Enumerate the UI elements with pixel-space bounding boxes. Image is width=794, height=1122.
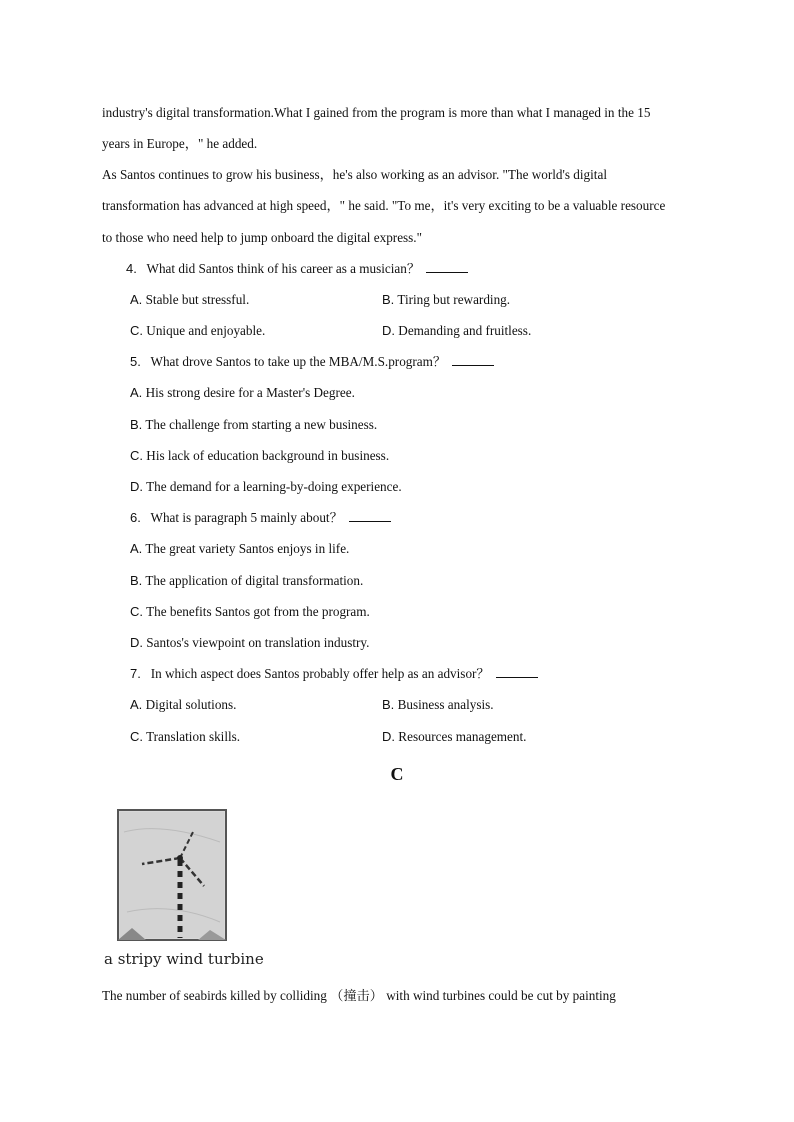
question-text: What drove Santos to take up the MBA/M.S.program？ <box>150 354 447 369</box>
option-letter: A. <box>130 697 143 712</box>
option-4d[interactable] <box>382 323 531 339</box>
option-5b[interactable] <box>130 417 377 433</box>
option-text: The challenge from starting a new business. <box>145 417 378 432</box>
passage-line: transformation has advanced at high speed，" he said. "To me，it's very exciting to be a valuable resource <box>102 198 666 213</box>
option-text: Demanding and fruitless. <box>398 323 532 338</box>
question-text: In which aspect does Santos probably offer help as an advisor？ <box>150 666 490 681</box>
option-letter: D. <box>382 729 395 744</box>
question-4 <box>126 261 468 277</box>
answer-blank[interactable] <box>496 666 538 678</box>
option-letter: C. <box>130 323 143 338</box>
question-number: 5. <box>130 354 141 369</box>
section-heading: C <box>390 764 404 784</box>
option-text: The application of digital transformation. <box>145 573 364 588</box>
option-6b[interactable] <box>130 573 363 589</box>
passage-line: to those who need help to jump onboard the digital express." <box>102 230 422 245</box>
option-letter: C. <box>130 604 143 619</box>
option-text: Resources management. <box>398 729 527 744</box>
option-text: The demand for a learning-by-doing experience. <box>146 479 402 494</box>
option-text: Business analysis. <box>397 697 494 712</box>
question-number: 4. <box>126 261 137 276</box>
question-number: 6. <box>130 510 141 525</box>
option-text: Santos's viewpoint on translation industry. <box>146 635 370 650</box>
option-7b[interactable] <box>382 697 494 713</box>
option-text: Digital solutions. <box>145 697 237 712</box>
question-text: What is paragraph 5 mainly about？ <box>150 510 343 525</box>
question-5 <box>130 354 494 370</box>
option-6d[interactable] <box>130 635 369 651</box>
option-4b[interactable] <box>382 292 510 308</box>
option-text: The great variety Santos enjoys in life. <box>145 541 350 556</box>
option-letter: B. <box>382 292 395 307</box>
answer-blank[interactable] <box>426 261 468 273</box>
answer-blank[interactable] <box>349 510 391 522</box>
option-letter: A. <box>130 292 143 307</box>
option-6c[interactable] <box>130 604 370 620</box>
passage-line: industry's digital transformation.What I gained from the program is more than what I managed in the 15 <box>102 105 651 120</box>
passage-line: years in Europe，" he added. <box>102 136 258 151</box>
option-5a[interactable] <box>130 385 355 401</box>
option-letter: A. <box>130 385 143 400</box>
option-letter: C. <box>130 729 143 744</box>
option-text: His strong desire for a Master's Degree. <box>145 385 355 400</box>
option-7a[interactable] <box>130 697 236 713</box>
option-text: His lack of education background in business. <box>146 448 390 463</box>
option-text: Stable but stressful. <box>145 292 250 307</box>
option-letter: D. <box>130 635 143 650</box>
answer-blank[interactable] <box>452 354 494 366</box>
option-letter: B. <box>382 697 395 712</box>
option-5d[interactable] <box>130 479 402 495</box>
option-letter: B. <box>130 417 143 432</box>
option-text: Unique and enjoyable. <box>146 323 266 338</box>
option-text: Translation skills. <box>146 729 241 744</box>
option-text: Tiring but rewarding. <box>397 292 511 307</box>
option-letter: B. <box>130 573 143 588</box>
option-text: The benefits Santos got from the program. <box>146 604 370 619</box>
option-6a[interactable] <box>130 541 349 557</box>
option-letter: D. <box>382 323 395 338</box>
option-7d[interactable] <box>382 729 526 745</box>
option-4a[interactable] <box>130 292 249 308</box>
passage-line: As Santos continues to grow his business，he's also working as an advisor. "The world's digital <box>102 167 607 182</box>
question-number: 7. <box>130 666 141 681</box>
option-letter: A. <box>130 541 143 556</box>
wind-turbine-image <box>102 802 237 947</box>
option-5c[interactable] <box>130 448 389 464</box>
option-7c[interactable] <box>130 729 240 745</box>
question-7 <box>130 666 538 682</box>
option-letter: D. <box>130 479 143 494</box>
question-6 <box>130 510 391 526</box>
question-text: What did Santos think of his career as a musician？ <box>146 261 421 276</box>
option-4c[interactable] <box>130 323 265 339</box>
option-letter: C. <box>130 448 143 463</box>
figure-caption: a stripy wind turbine <box>104 950 264 968</box>
passage-c-first-line: The number of seabirds killed by colliding （撞击） with wind turbines could be cut by painting <box>102 988 616 1003</box>
